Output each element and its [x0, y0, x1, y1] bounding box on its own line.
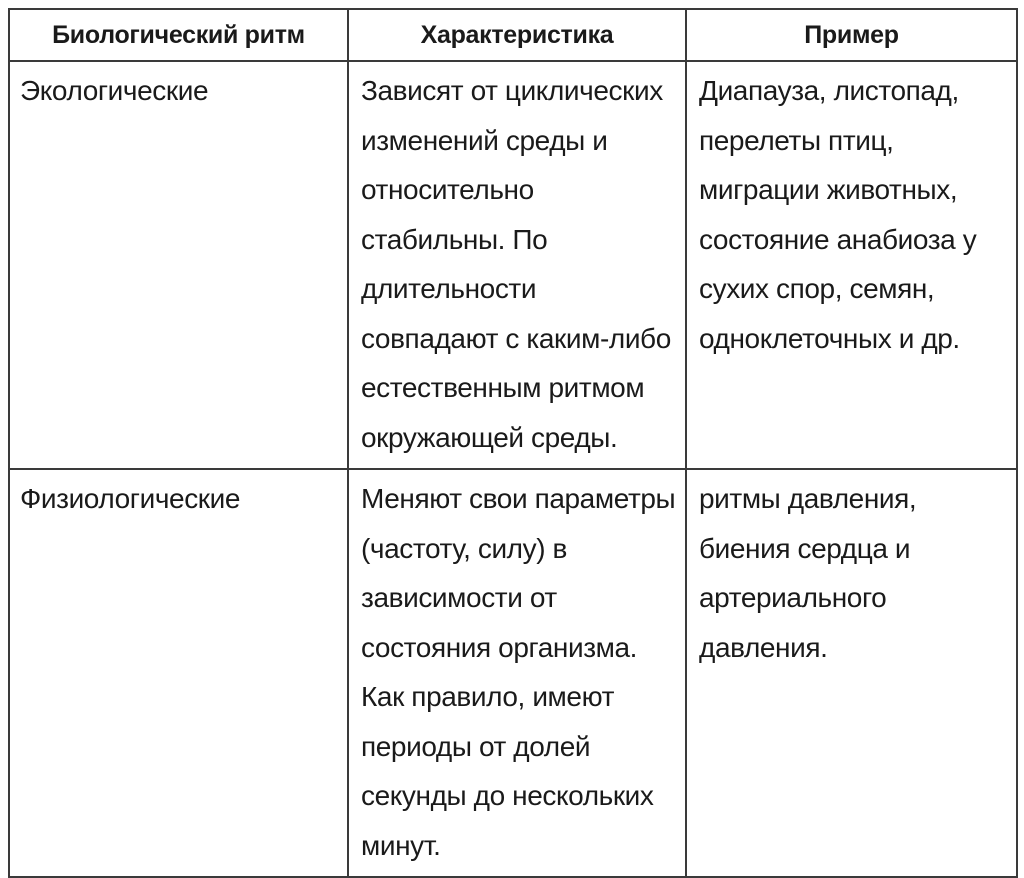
- header-rhythm: Биологический ритм: [9, 9, 348, 61]
- cell-characteristic: Меняют свои параметры (частоту, силу) в зависимости от состояния организма. Как правило, имеют периоды от долей секунды до нескольких минут.: [348, 469, 686, 877]
- cell-characteristic: Зависят от циклических изменений среды и относительно стабильны. По длительности совпадают с каким-либо естественным ритмом окружающей среды.: [348, 61, 686, 469]
- cell-example: Диапауза, листопад, перелеты птиц, миграции животных, состояние анабиоза у сухих спор, семян, одноклеточных и др.: [686, 61, 1017, 469]
- biorhythm-table: [8, 8, 1018, 878]
- table-row: [9, 61, 1017, 469]
- cell-rhythm: Физиологические: [9, 469, 348, 877]
- cell-example: ритмы давления, биения сердца и артериального давления.: [686, 469, 1017, 877]
- biorhythm-table-container: [8, 8, 1016, 878]
- header-characteristic: Характеристика: [348, 9, 686, 61]
- table-row: [9, 469, 1017, 877]
- header-example: Пример: [686, 9, 1017, 61]
- table-header-row: [9, 9, 1017, 61]
- cell-rhythm: Экологические: [9, 61, 348, 469]
